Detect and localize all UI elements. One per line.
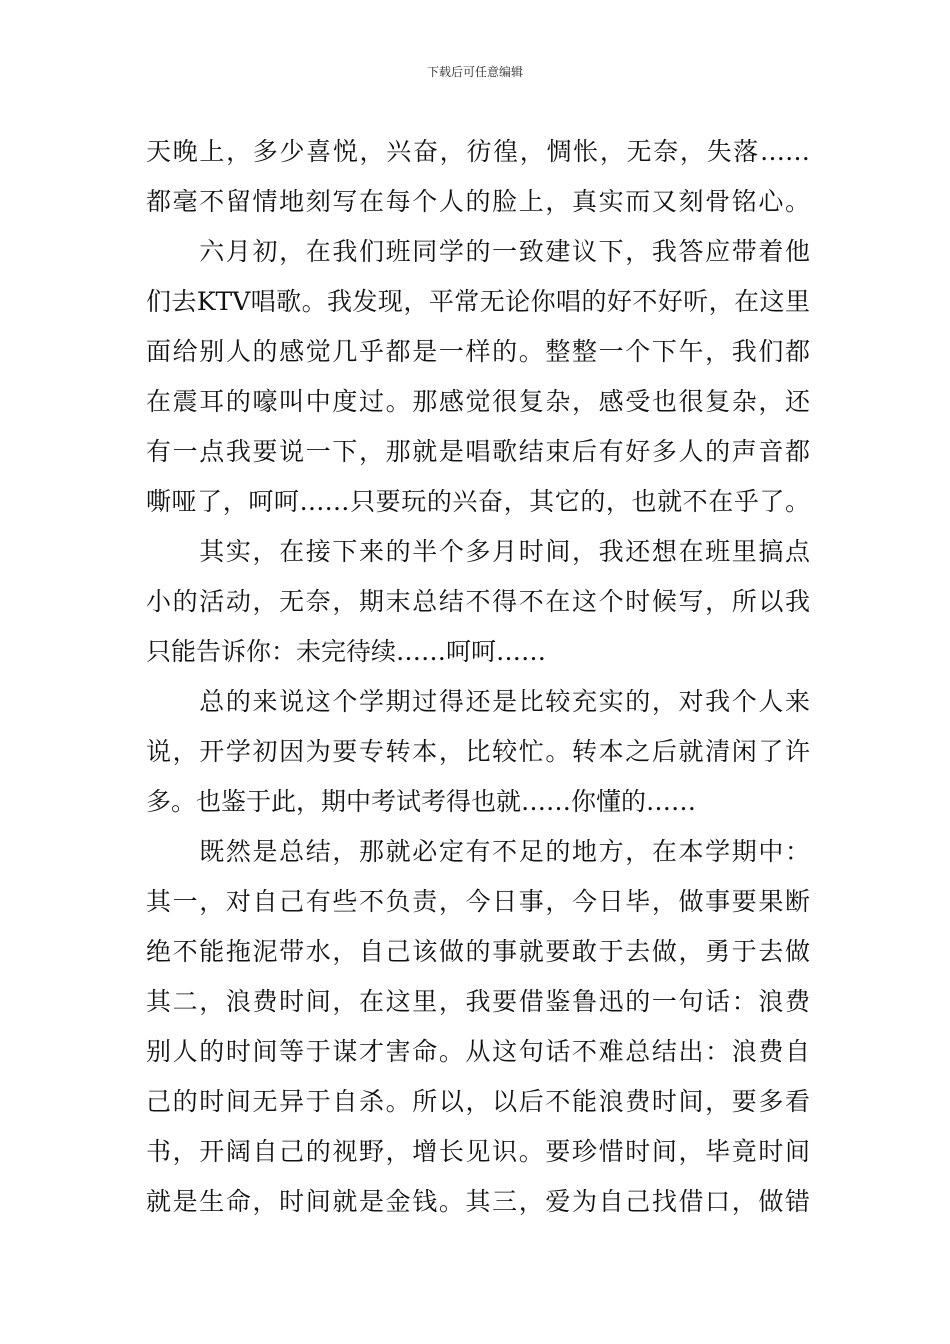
text-line: 在震耳的嚎叫中度过。那感觉很复杂，感受也很复杂，还 xyxy=(146,387,810,416)
text-line: 有一点我要说一下，那就是唱歌结束后有好多人的声音都 xyxy=(146,437,810,466)
text-line: 其二，浪费时间，在这里，我要借鉴鲁迅的一句话：浪费 xyxy=(146,987,810,1016)
text-line: 面给别人的感觉几乎都是一样的。整整一个下午，我们都 xyxy=(146,337,810,366)
text-line: 只能告诉你：未完待续……呵呵…… xyxy=(146,637,547,666)
text-line: 己的时间无异于自杀。所以，以后不能浪费时间，要多看 xyxy=(146,1087,810,1116)
text-line: 们去KTV唱歌。我发现，平常无论你唱的好不好听，在这里 xyxy=(146,287,810,316)
text-line: 总的来说这个学期过得还是比较充实的，对我个人来 xyxy=(146,687,810,716)
text-line: 多。也鉴于此，期中考试考得也就……你懂的…… xyxy=(146,787,697,816)
text-line: 既然是总结，那就必定有不足的地方，在本学期中： xyxy=(146,837,810,866)
text-line: 小的活动，无奈，期末总结不得不在这个时候写，所以我 xyxy=(146,587,810,616)
text-line: 嘶哑了，呵呵……只要玩的兴奋，其它的，也就不在乎了。 xyxy=(146,487,810,516)
page-header: 下载后可任意编辑 xyxy=(426,65,523,79)
text-line: 六月初，在我们班同学的一致建议下，我答应带着他 xyxy=(146,237,810,266)
text-line: 说，开学初因为要专转本，比较忙。转本之后就清闲了许 xyxy=(146,737,810,766)
text-line: 其一，对自己有些不负责，今日事，今日毕，做事要果断 xyxy=(146,887,810,916)
text-line: 别人的时间等于谋才害命。从这句话不难总结出：浪费自 xyxy=(146,1037,810,1066)
text-line: 天晚上，多少喜悦，兴奋，彷徨，惆怅，无奈，失落…… xyxy=(146,137,810,166)
text-line: 都毫不留情地刻写在每个人的脸上，真实而又刻骨铭心。 xyxy=(146,187,810,216)
text-line: 绝不能拖泥带水，自己该做的事就要敢于去做，勇于去做 xyxy=(146,937,810,966)
text-line: 就是生命，时间就是金钱。其三，爱为自己找借口，做错 xyxy=(146,1187,810,1216)
document-body xyxy=(146,127,810,1227)
text-line: 其实，在接下来的半个多月时间，我还想在班里搞点 xyxy=(146,537,810,566)
text-line: 书，开阔自己的视野，增长见识。要珍惜时间，毕竟时间 xyxy=(146,1137,810,1166)
